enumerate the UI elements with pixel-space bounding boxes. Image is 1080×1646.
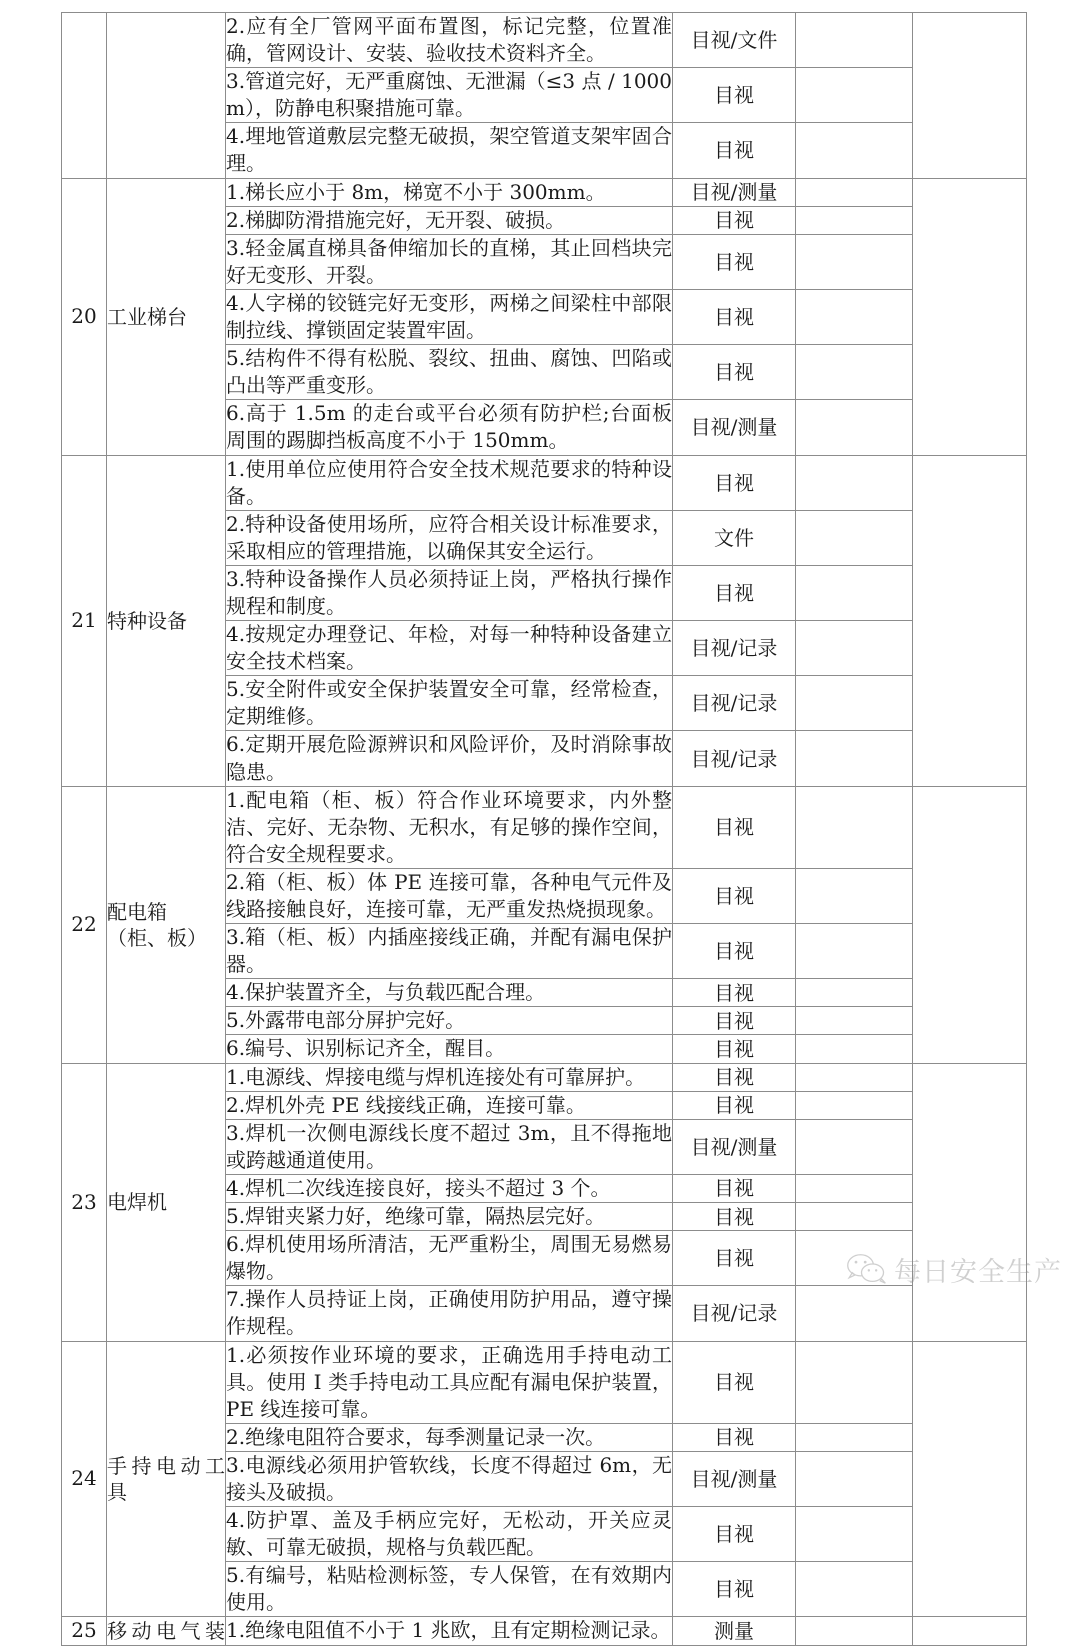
inspection-method-cell: 目视/文件 xyxy=(673,13,796,68)
table-row xyxy=(62,13,1027,68)
inspection-item-cell: 电焊机 xyxy=(107,1063,226,1341)
result-cell[interactable] xyxy=(796,1562,913,1617)
result-cell[interactable] xyxy=(796,123,913,178)
result-cell[interactable] xyxy=(796,1035,913,1063)
safety-checklist-table xyxy=(61,12,1027,1646)
row-number-cell: 21 xyxy=(62,455,107,786)
table-row xyxy=(62,1341,1027,1423)
requirement-cell: 5.外露带电部分屏护完好。 xyxy=(226,1007,673,1035)
requirement-cell: 1.必须按作业环境的要求，正确选用手持电动工具。使用 I 类手持电动工具应配有漏电保护装置，PE 线连接可靠。 xyxy=(226,1341,673,1423)
inspection-method-cell: 目视 xyxy=(673,1423,796,1451)
inspection-method-cell: 目视/测量 xyxy=(673,178,796,206)
remarks-cell[interactable] xyxy=(913,1063,1027,1341)
result-cell[interactable] xyxy=(796,868,913,923)
result-cell[interactable] xyxy=(796,621,913,676)
result-cell[interactable] xyxy=(796,234,913,289)
result-cell[interactable] xyxy=(796,510,913,565)
result-cell[interactable] xyxy=(796,13,913,68)
requirement-cell: 5.有编号，粘贴检测标签，专人保管，在有效期内使用。 xyxy=(226,1562,673,1617)
table-row xyxy=(62,1063,1027,1091)
inspection-method-cell: 目视 xyxy=(673,1341,796,1423)
requirement-cell: 4.埋地管道敷层完整无破损，架空管道支架牢固合理。 xyxy=(226,123,673,178)
result-cell[interactable] xyxy=(796,565,913,620)
inspection-method-cell: 测量 xyxy=(673,1617,796,1645)
inspection-method-cell: 目视/记录 xyxy=(673,1286,796,1341)
inspection-method-cell: 目视/记录 xyxy=(673,676,796,731)
requirement-cell: 7.操作人员持证上岗，正确使用防护用品，遵守操作规程。 xyxy=(226,1286,673,1341)
inspection-method-cell: 目视 xyxy=(673,1203,796,1231)
inspection-item-cell xyxy=(107,13,226,179)
inspection-method-cell: 目视 xyxy=(673,1231,796,1286)
result-cell[interactable] xyxy=(796,924,913,979)
inspection-method-cell: 目视 xyxy=(673,1007,796,1035)
inspection-item-cell: 特种设备 xyxy=(107,455,226,786)
remarks-cell[interactable] xyxy=(913,1341,1027,1617)
result-cell[interactable] xyxy=(796,731,913,786)
inspection-item-cell: 工业梯台 xyxy=(107,178,226,455)
requirement-cell: 4.防护罩、盖及手柄应完好，无松动，开关应灵敏、可靠无破损，规格与负载匹配。 xyxy=(226,1507,673,1562)
inspection-method-cell: 目视/测量 xyxy=(673,400,796,455)
inspection-method-cell: 目视 xyxy=(673,786,796,868)
watermark-text: 每日安全生产 xyxy=(894,1256,1062,1288)
requirement-cell: 2.梯脚防滑措施完好，无开裂、破损。 xyxy=(226,206,673,234)
requirement-cell: 3.焊机一次侧电源线长度不超过 3m，且不得拖地或跨越通道使用。 xyxy=(226,1119,673,1174)
table-row xyxy=(62,178,1027,206)
inspection-method-cell: 目视 xyxy=(673,289,796,344)
result-cell[interactable] xyxy=(796,289,913,344)
requirement-cell: 3.电源线必须用护管软线，长度不得超过 6m，无接头及破损。 xyxy=(226,1451,673,1506)
inspection-method-cell: 目视 xyxy=(673,979,796,1007)
requirement-cell: 5.安全附件或安全保护装置安全可靠，经常检查，定期维修。 xyxy=(226,676,673,731)
result-cell[interactable] xyxy=(796,1451,913,1506)
inspection-method-cell: 目视 xyxy=(673,924,796,979)
row-number-cell: 23 xyxy=(62,1063,107,1341)
inspection-method-cell: 目视 xyxy=(673,68,796,123)
requirement-cell: 4.人字梯的铰链完好无变形，两梯之间梁柱中部限制拉线、撑锁固定装置牢固。 xyxy=(226,289,673,344)
result-cell[interactable] xyxy=(796,1091,913,1119)
result-cell[interactable] xyxy=(796,1341,913,1423)
requirement-cell: 4.按规定办理登记、年检，对每一种特种设备建立安全技术档案。 xyxy=(226,621,673,676)
table-row xyxy=(62,1617,1027,1645)
requirement-cell: 2.应有全厂管网平面布置图，标记完整，位置准确，管网设计、安装、验收技术资料齐全。 xyxy=(226,13,673,68)
requirement-cell: 4.焊机二次线连接良好，接头不超过 3 个。 xyxy=(226,1174,673,1202)
remarks-cell[interactable] xyxy=(913,178,1027,455)
result-cell[interactable] xyxy=(796,178,913,206)
requirement-cell: 6.焊机使用场所清洁，无严重粉尘，周围无易燃易爆物。 xyxy=(226,1231,673,1286)
requirement-cell: 1.梯长应小于 8m，梯宽不小于 300mm。 xyxy=(226,178,673,206)
requirement-cell: 3.箱（柜、板）内插座接线正确，并配有漏电保护器。 xyxy=(226,924,673,979)
inspection-method-cell: 目视 xyxy=(673,1091,796,1119)
inspection-method-cell: 目视/记录 xyxy=(673,621,796,676)
result-cell[interactable] xyxy=(796,1063,913,1091)
result-cell[interactable] xyxy=(796,1119,913,1174)
requirement-cell: 5.结构件不得有松脱、裂纹、扭曲、腐蚀、凹陷或凸出等严重变形。 xyxy=(226,345,673,400)
requirement-cell: 2.焊机外壳 PE 线接线正确，连接可靠。 xyxy=(226,1091,673,1119)
requirement-cell: 5.焊钳夹紧力好，绝缘可靠，隔热层完好。 xyxy=(226,1203,673,1231)
requirement-cell: 6.定期开展危险源辨识和风险评价，及时消除事故隐患。 xyxy=(226,731,673,786)
requirement-cell: 2.绝缘电阻符合要求，每季测量记录一次。 xyxy=(226,1423,673,1451)
requirement-cell: 2.特种设备使用场所，应符合相关设计标准要求，采取相应的管理措施，以确保其安全运行。 xyxy=(226,510,673,565)
requirement-cell: 1.配电箱（柜、板）符合作业环境要求，内外整洁、完好、无杂物、无积水，有足够的操作空间，符合安全规程要求。 xyxy=(226,786,673,868)
inspection-method-cell: 目视/测量 xyxy=(673,1119,796,1174)
inspection-method-cell: 目视 xyxy=(673,455,796,510)
result-cell[interactable] xyxy=(796,1231,913,1286)
result-cell[interactable] xyxy=(796,345,913,400)
remarks-cell[interactable] xyxy=(913,13,1027,179)
requirement-cell: 3.特种设备操作人员必须持证上岗，严格执行操作规程和制度。 xyxy=(226,565,673,620)
remarks-cell[interactable] xyxy=(913,786,1027,1063)
result-cell[interactable] xyxy=(796,1617,913,1645)
remarks-cell[interactable] xyxy=(913,455,1027,786)
inspection-method-cell: 目视 xyxy=(673,234,796,289)
result-cell[interactable] xyxy=(796,400,913,455)
requirement-cell: 2.箱（柜、板）体 PE 连接可靠，各种电气元件及线路接触良好，连接可靠，无严重发热烧损现象。 xyxy=(226,868,673,923)
inspection-method-cell: 目视 xyxy=(673,123,796,178)
requirement-cell: 4.保护装置齐全，与负载匹配合理。 xyxy=(226,979,673,1007)
inspection-method-cell: 目视 xyxy=(673,206,796,234)
requirement-cell: 1.使用单位应使用符合安全技术规范要求的特种设备。 xyxy=(226,455,673,510)
result-cell[interactable] xyxy=(796,1203,913,1231)
result-cell[interactable] xyxy=(796,1007,913,1035)
table-row xyxy=(62,455,1027,510)
result-cell[interactable] xyxy=(796,206,913,234)
row-number-cell: 22 xyxy=(62,786,107,1063)
result-cell[interactable] xyxy=(796,455,913,510)
inspection-method-cell: 目视 xyxy=(673,345,796,400)
inspection-item-cell: 配电箱（柜、板） xyxy=(107,786,226,1063)
result-cell[interactable] xyxy=(796,676,913,731)
result-cell[interactable] xyxy=(796,68,913,123)
result-cell[interactable] xyxy=(796,979,913,1007)
inspection-item-cell: 移动电气装 xyxy=(107,1617,226,1645)
requirement-cell: 1.电源线、焊接电缆与焊机连接处有可靠屏护。 xyxy=(226,1063,673,1091)
result-cell[interactable] xyxy=(796,1286,913,1341)
row-number-cell: 20 xyxy=(62,178,107,455)
inspection-item-cell: 手持电动工具 xyxy=(107,1341,226,1617)
requirement-cell: 3.管道完好，无严重腐蚀、无泄漏（≤3 点 / 1000m），防静电积聚措施可靠。 xyxy=(226,68,673,123)
inspection-method-cell: 目视 xyxy=(673,1035,796,1063)
inspection-method-cell: 目视 xyxy=(673,1063,796,1091)
inspection-method-cell: 目视 xyxy=(673,868,796,923)
inspection-method-cell: 目视 xyxy=(673,1562,796,1617)
inspection-method-cell: 目视/测量 xyxy=(673,1451,796,1506)
result-cell[interactable] xyxy=(796,786,913,868)
inspection-method-cell: 目视 xyxy=(673,1507,796,1562)
requirement-cell: 3.轻金属直梯具备伸缩加长的直梯，其止回档块完好无变形、开裂。 xyxy=(226,234,673,289)
row-number-cell xyxy=(62,13,107,179)
result-cell[interactable] xyxy=(796,1507,913,1562)
inspection-method-cell: 目视 xyxy=(673,565,796,620)
row-number-cell: 25 xyxy=(62,1617,107,1645)
requirement-cell: 1.绝缘电阻值不小于 1 兆欧，且有定期检测记录。 xyxy=(226,1617,673,1645)
row-number-cell: 24 xyxy=(62,1341,107,1617)
requirement-cell: 6.编号、识别标记齐全，醒目。 xyxy=(226,1035,673,1063)
result-cell[interactable] xyxy=(796,1423,913,1451)
remarks-cell[interactable] xyxy=(913,1617,1027,1645)
table-row xyxy=(62,786,1027,868)
result-cell[interactable] xyxy=(796,1174,913,1202)
inspection-method-cell: 文件 xyxy=(673,510,796,565)
inspection-method-cell: 目视 xyxy=(673,1174,796,1202)
inspection-method-cell: 目视/记录 xyxy=(673,731,796,786)
requirement-cell: 6.高于 1.5m 的走台或平台必须有防护栏;台面板周围的踢脚挡板高度不小于 150mm。 xyxy=(226,400,673,455)
